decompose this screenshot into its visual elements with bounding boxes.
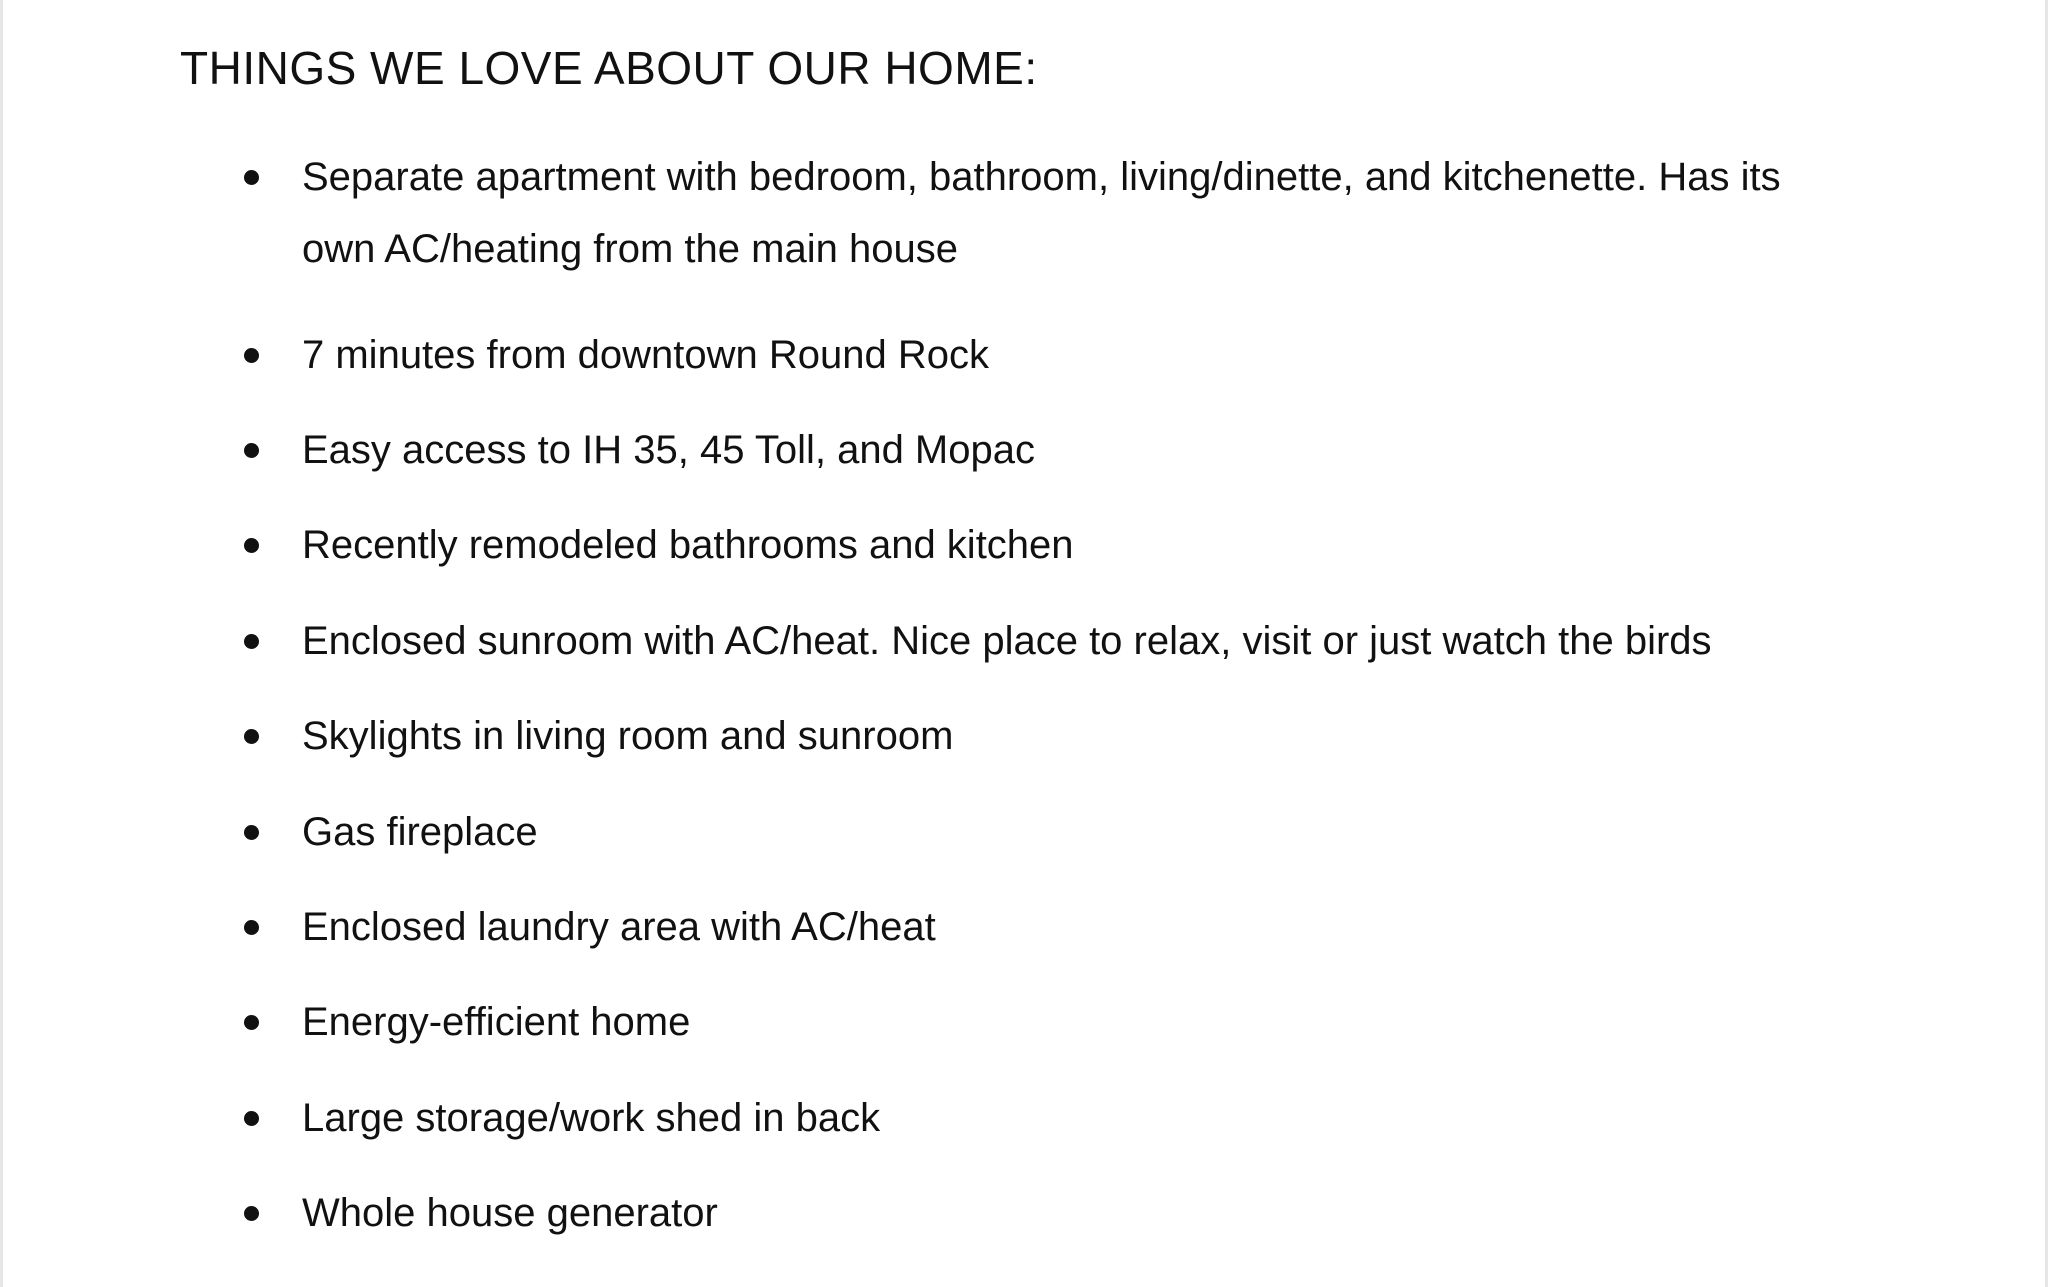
list-item-text: Enclosed sunroom with AC/heat. Nice place to relax, visit or just watch the birds <box>302 619 1712 663</box>
bullet-icon <box>244 170 259 185</box>
list-item-text: Large storage/work shed in back <box>302 1096 881 1140</box>
bullet-icon <box>244 634 259 649</box>
bullet-icon <box>244 538 259 553</box>
list-item-text: Whole house generator <box>302 1191 718 1235</box>
bullet-icon <box>244 1015 259 1030</box>
bullet-icon <box>244 348 259 363</box>
list-item-text: Enclosed laundry area with AC/heat <box>302 905 936 949</box>
list-item-text: 7 minutes from downtown Round Rock <box>302 333 989 377</box>
list-item-text: Separate apartment with bedroom, bathroom, living/dinette, and kitchenette. Has its own AC/heating from the main house <box>302 155 1781 271</box>
bullet-icon <box>244 920 259 935</box>
list-item-text: Energy-efficient home <box>302 1000 691 1044</box>
list-item-text: Easy access to IH 35, 45 Toll, and Mopac <box>302 428 1035 472</box>
page-heading: THINGS WE LOVE ABOUT OUR HOME: <box>180 42 1038 94</box>
list-item-text: Recently remodeled bathrooms and kitchen <box>302 523 1074 567</box>
bullet-icon <box>244 1206 259 1221</box>
bullet-icon <box>244 729 259 744</box>
bullet-icon <box>244 825 259 840</box>
bullet-icon <box>244 443 259 458</box>
bullet-icon <box>244 1111 259 1126</box>
list-item-text: Gas fireplace <box>302 810 538 854</box>
page-edge-left <box>0 0 3 1287</box>
list-item-text: Skylights in living room and sunroom <box>302 714 954 758</box>
